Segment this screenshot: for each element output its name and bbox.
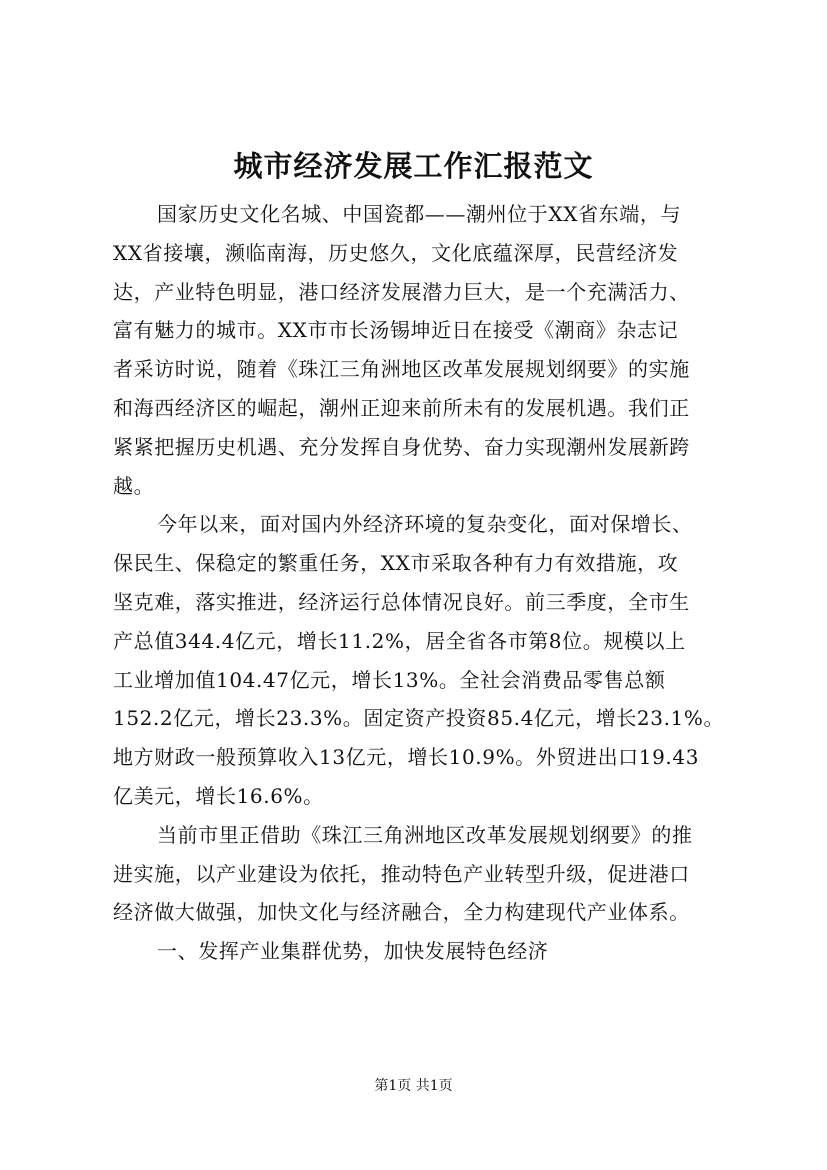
text-line: 进实施，以产业建设为依托，推动特色产业转型升级，促进港口 (113, 861, 690, 886)
text-line: XX省接壤，濒临南海，历史悠久，文化底蕴深厚，民营经济发 (113, 240, 679, 265)
document-title: 城市经济发展工作汇报范文 (233, 149, 594, 183)
text-line: 达，产业特色明显，港口经济发展潜力巨大，是一个充满活力、 (113, 279, 690, 304)
text-line: 紧紧把握历史机遇、充分发挥自身优势、奋力实现潮州发展新跨 (113, 434, 690, 459)
section-heading: 一、发挥产业集群优势，加快发展特色经济 (157, 939, 549, 964)
text-line: 当前市里正借助《珠江三角洲地区改革发展规划纲要》的推 (157, 822, 693, 847)
text-line: 今年以来，面对国内外经济环境的复杂变化，面对保增长、 (157, 512, 693, 537)
text-line: 152.2亿元，增长23.3%。固定资产投资85.4亿元，增长23.1%。 (113, 706, 725, 731)
text-line: 经济做大做强，加快文化与经济融合，全力构建现代产业体系。 (113, 900, 690, 925)
text-line: 坚克难，落实推进，经济运行总体情况良好。前三季度，全市生 (113, 589, 690, 614)
page-footer: 第1页 共1页 (374, 1078, 453, 1094)
text-line: 产总值344.4亿元，增长11.2%，居全省各市第8位。规模以上 (113, 628, 686, 653)
text-line: 富有魅力的城市。XX市市长汤锡坤近日在接受《潮商》杂志记 (113, 318, 679, 343)
text-line: 越。 (113, 473, 155, 498)
text-line: 工业增加值104.47亿元，增长13%。全社会消费品零售总额 (113, 667, 666, 692)
text-line: 亿美元，增长16.6%。 (113, 783, 324, 808)
document-body (113, 195, 723, 971)
text-line: 和海西经济区的崛起，潮州正迎来前所未有的发展机遇。我们正 (113, 395, 690, 420)
text-line: 地方财政一般预算收入13亿元，增长10.9%。外贸进出口19.43 (113, 745, 700, 770)
text-line: 保民生、保稳定的繁重任务，XX市采取各种有力有效措施，攻 (113, 551, 679, 576)
text-line: 者采访时说，随着《珠江三角洲地区改革发展规划纲要》的实施 (113, 357, 690, 382)
text-line: 国家历史文化名城、中国瓷都——潮州位于XX省东端，与 (157, 202, 682, 226)
